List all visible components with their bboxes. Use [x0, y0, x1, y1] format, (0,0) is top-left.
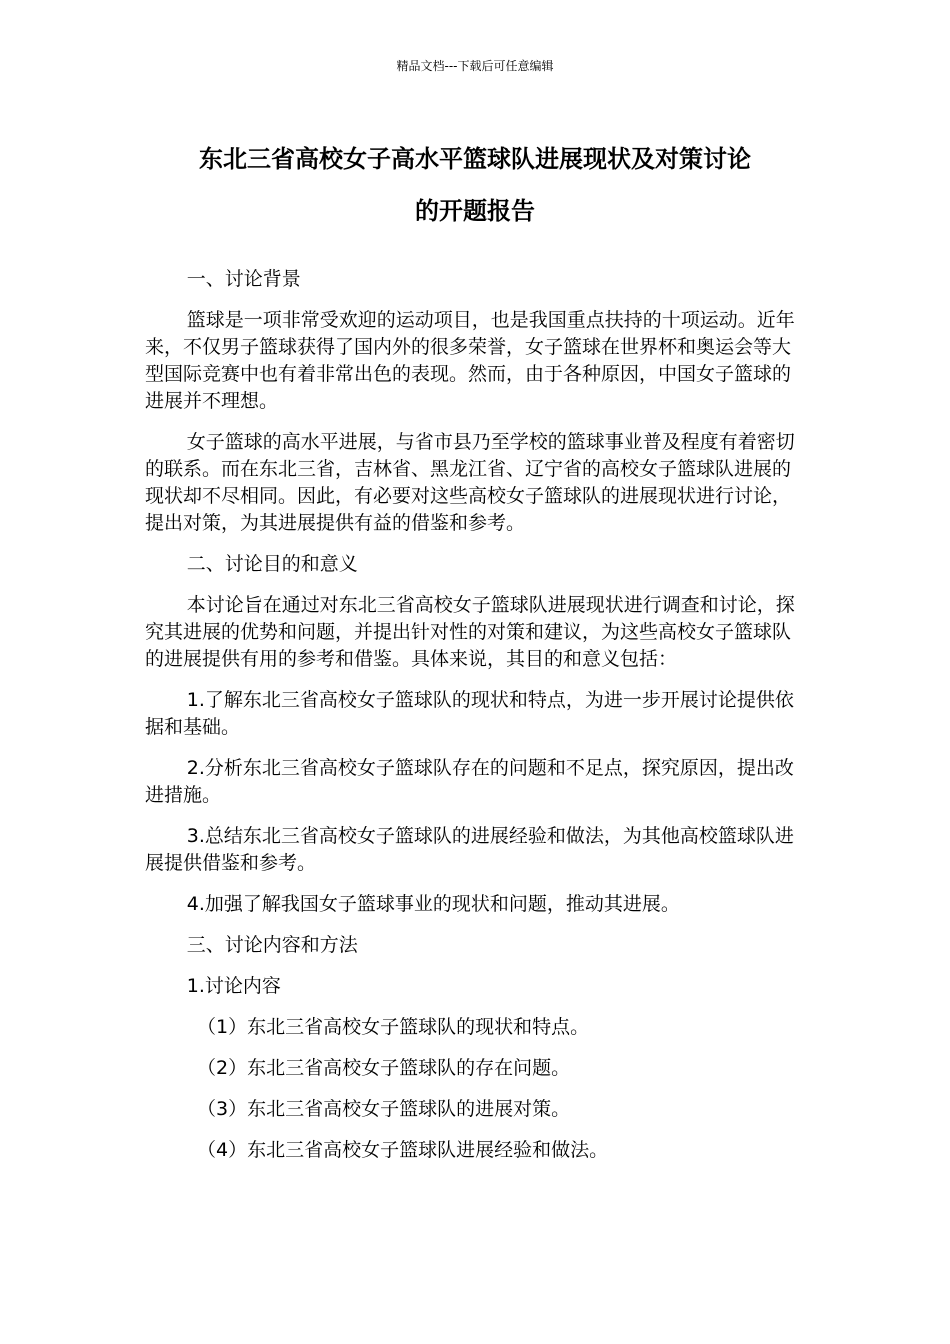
list-item: 2.分析东北三省高校女子篮球队存在的问题和不足点，探究原因，提出改进措施。 — [145, 757, 794, 806]
sub-list-item: （4）东北三省高校女子篮球队进展经验和做法。 — [197, 1139, 609, 1161]
section-heading-content-method: 三、讨论内容和方法 — [186, 934, 358, 956]
title-line-1: 东北三省高校女子高水平篮球队进展现状及对策讨论 — [199, 145, 751, 173]
sub-list-item: （2）东北三省高校女子篮球队的存在问题。 — [197, 1057, 571, 1079]
list-item: 1.了解东北三省高校女子篮球队的现状和特点，为进一步开展讨论提供依据和基础。 — [145, 689, 794, 738]
section-heading-background: 一、讨论背景 — [186, 268, 301, 290]
paragraph: 篮球是一项非常受欢迎的运动项目，也是我国重点扶持的十项运动。近年来，不仅男子篮球获得了国内外的很多荣誉，女子篮球在世界杯和奥运会等大型国际竞赛中也有着非常出色的表现。然而，由于各种原因，中国女子篮球的进展并不理想。 — [145, 309, 795, 412]
sub-list-item: （1）东北三省高校女子篮球队的现状和特点。 — [197, 1016, 590, 1038]
list-item: 3.总结东北三省高校女子篮球队的进展经验和做法，为其他高校篮球队进展提供借鉴和参考。 — [145, 825, 794, 874]
subsection-heading: 1.讨论内容 — [186, 975, 281, 997]
document-body — [145, 266, 807, 1178]
paragraph: 女子篮球的高水平进展，与省市县乃至学校的篮球事业普及程度有着密切的联系。而在东北三省，吉林省、黑龙江省、辽宁省的高校女子篮球队进展的现状却不尽相同。因此，有必要对这些高校女子篮球队的进展现状进行讨论，提出对策，为其进展提供有益的借鉴和参考。 — [145, 431, 795, 534]
paragraph: 本讨论旨在通过对东北三省高校女子篮球队进展现状进行调查和讨论，探究其进展的优势和问题，并提出针对性的对策和建议，为这些高校女子篮球队的进展提供有用的参考和借鉴。具体来说，其目的和意义包括： — [145, 594, 795, 670]
sub-list-item: （3）东北三省高校女子篮球队的进展对策。 — [197, 1098, 571, 1120]
list-item: 4.加强了解我国女子篮球事业的现状和问题，推动其进展。 — [186, 893, 680, 915]
title-line-2: 的开题报告 — [415, 197, 535, 225]
section-heading-purpose: 二、讨论目的和意义 — [186, 553, 358, 575]
page-header: 精品文档---下载后可任意编辑 — [396, 59, 554, 73]
document-title — [120, 133, 830, 237]
